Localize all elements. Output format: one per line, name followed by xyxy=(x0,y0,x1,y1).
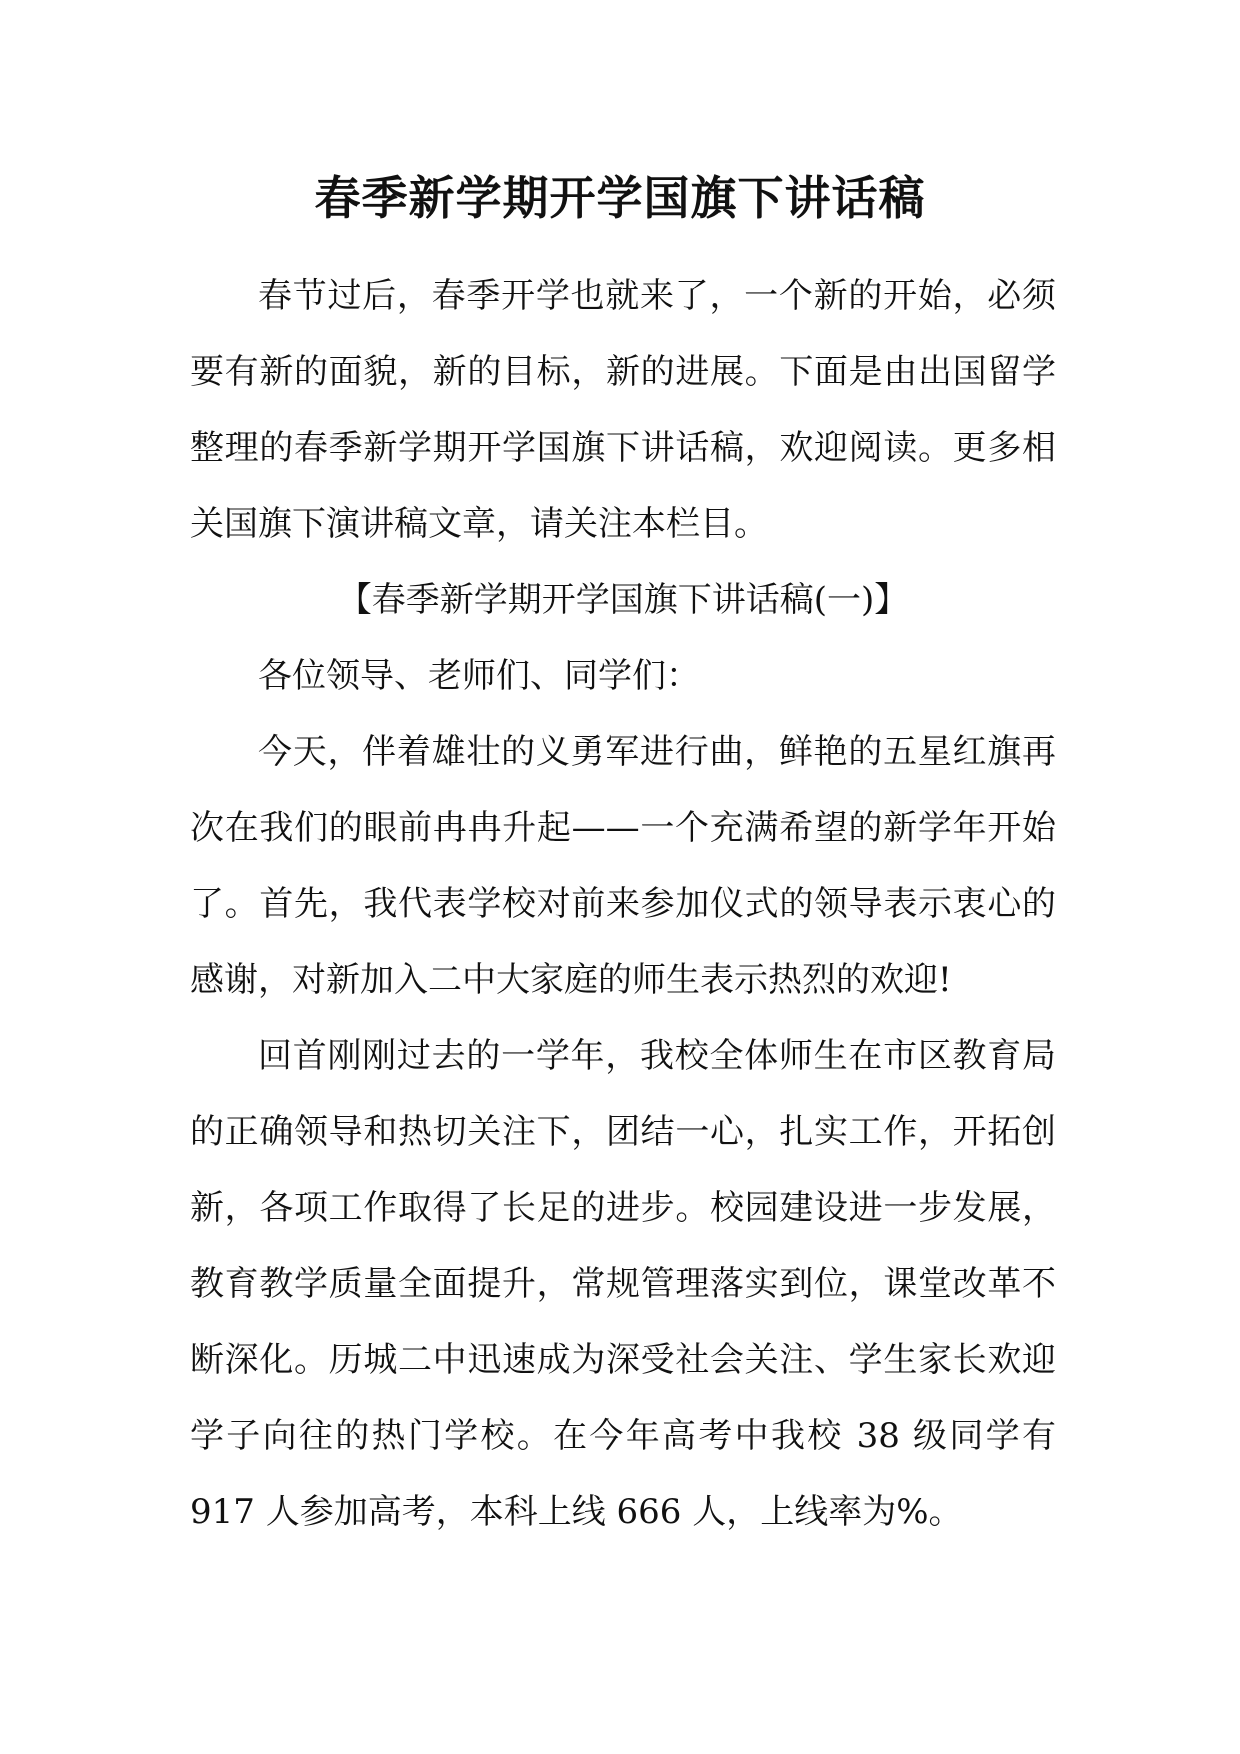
document-title: 春季新学期开学国旗下讲话稿 xyxy=(314,171,926,225)
body-paragraph: 今天，伴着雄壮的义勇军进行曲，鲜艳的五星红旗再次在我们的眼前冉冉升起——一个充满希望的新学年开始了。首先，我代表学校对前来参加仪式的领导表示衷心的感谢，对新加入二中大家庭的师生表示热烈的欢迎! xyxy=(190,732,1056,1000)
document-body xyxy=(190,258,1056,1550)
intro-paragraph: 春节过后，春季开学也就来了，一个新的开始，必须要有新的面貌，新的目标，新的进展。下面是由出国留学整理的春季新学期开学国旗下讲话稿，欢迎阅读。更多相关国旗下演讲稿文章，请关注本栏目。 xyxy=(190,276,1056,544)
section-heading: 【春季新学期开学国旗下讲话稿(一)】 xyxy=(337,580,909,620)
body-paragraph: 回首刚刚过去的一学年，我校全体师生在市区教育局的正确领导和热切关注下，团结一心，扎实工作，开拓创新，各项工作取得了长足的进步。校园建设进一步发展，教育教学质量全面提升，常规管理落实到位，课堂改革不断深化。历城二中迅速成为深受社会关注、学生家长欢迎学子向往的热门学校。在今年高考中我校 38 级同学有 917 人参加高考，本科上线 666 人，上线率为%。 xyxy=(190,1036,1056,1532)
salutation-paragraph: 各位领导、老师们、同学们： xyxy=(258,656,700,696)
